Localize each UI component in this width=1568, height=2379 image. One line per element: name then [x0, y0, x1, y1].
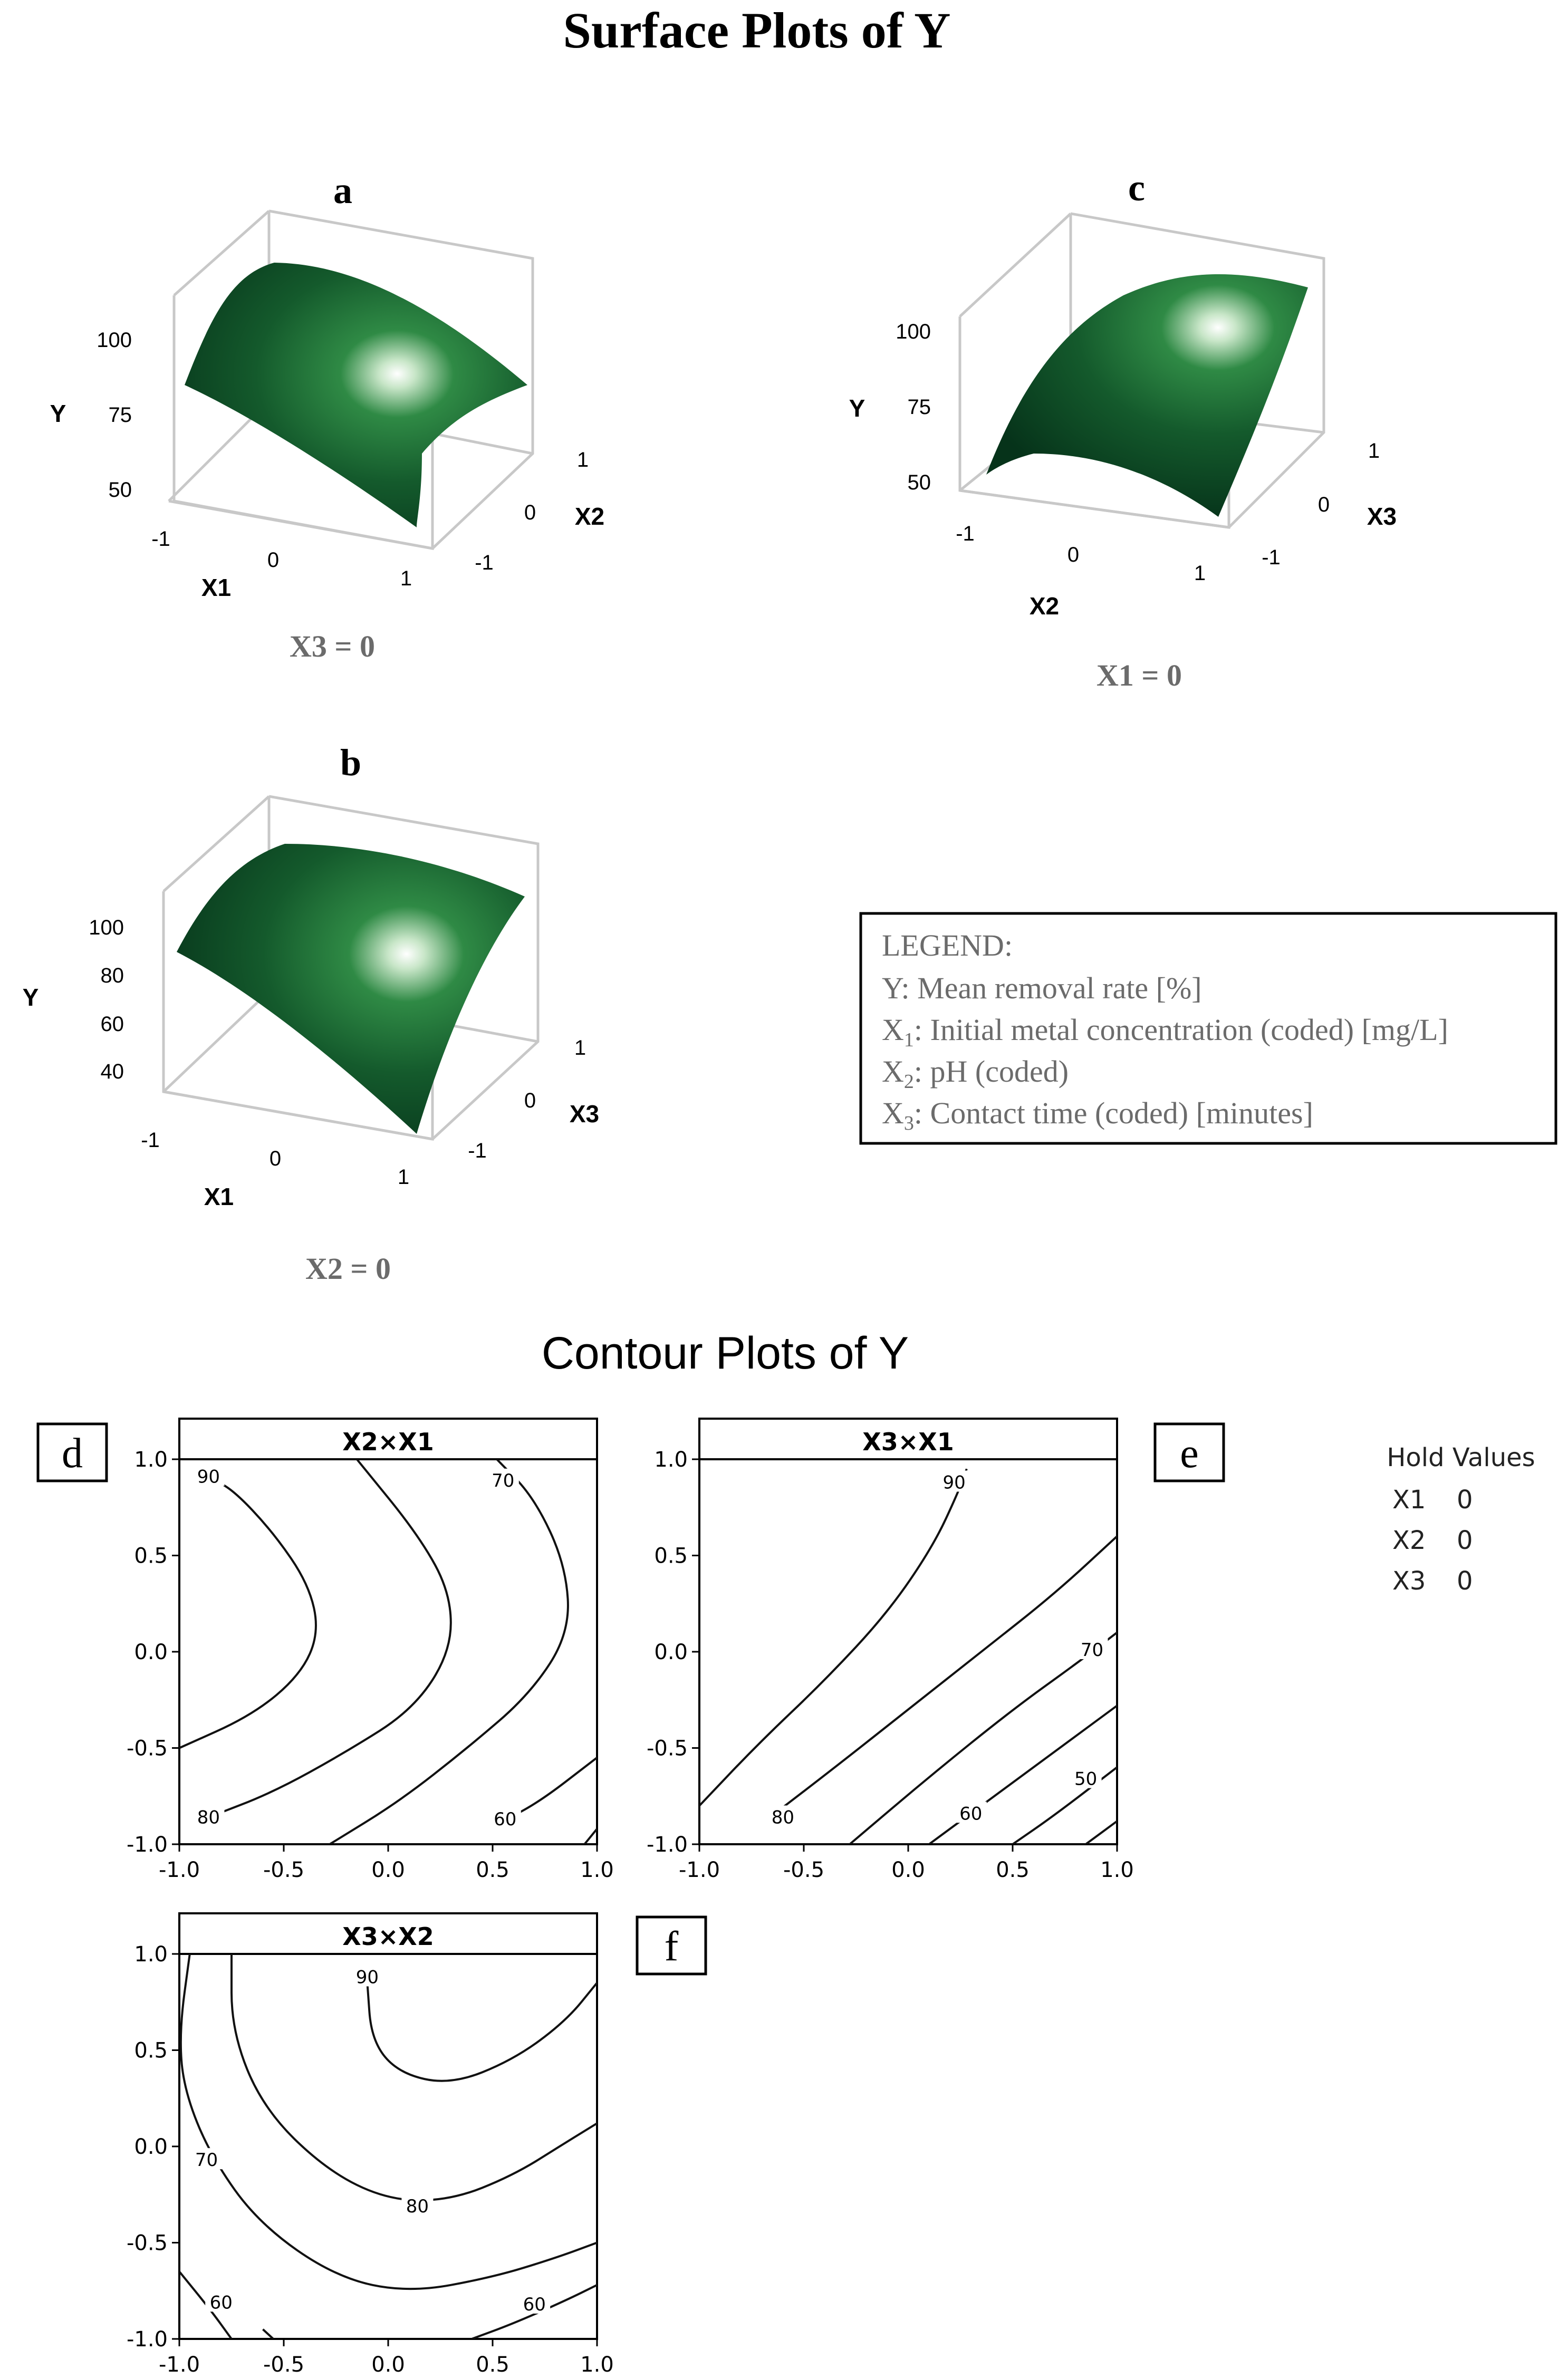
x-tick-label-d: -0.5	[263, 1858, 305, 1882]
contour-frame-e	[699, 1419, 1117, 1844]
y-tick-label-f: 0.0	[134, 2135, 168, 2159]
x-tick-b-0: 0	[269, 1147, 282, 1170]
depth-label-b: X3	[569, 1100, 600, 1128]
legend-x3-text: : Contact time (coded) [minutes]	[913, 1096, 1313, 1130]
x-tick-label-e: 0.0	[891, 1858, 925, 1882]
x-tick-label-e: 1.0	[1100, 1858, 1134, 1882]
legend-x1	[882, 1013, 1448, 1051]
z-tick-b-80: 80	[100, 964, 124, 987]
contour-label-e-2: 70	[1080, 1640, 1104, 1661]
depth-tick-b-0: 0	[524, 1089, 536, 1112]
panel-letter-f: f	[664, 1923, 679, 1970]
legend-x3-subscript: 3	[903, 1112, 914, 1134]
depth-tick-c-m1: -1	[1262, 546, 1281, 569]
x-tick-label-d: 1.0	[580, 1858, 614, 1882]
contour-label-f-1: 80	[406, 2195, 429, 2217]
contour-label-d-2: 70	[492, 1470, 515, 1491]
x-tick-label-f: 0.5	[476, 2353, 509, 2377]
legend-x2-subscript: 2	[903, 1071, 914, 1093]
x-tick-c-0: 0	[1067, 543, 1080, 566]
x-tick-a-m1: -1	[151, 527, 170, 551]
z-tick-b-40: 40	[100, 1060, 124, 1083]
z-tick-a-100: 100	[97, 329, 132, 352]
depth-tick-a-1: 1	[576, 448, 589, 471]
depth-label-a: X2	[574, 503, 605, 530]
z-tick-b-100: 100	[89, 916, 124, 939]
y-tick-label-e: 1.0	[654, 1448, 688, 1472]
depth-tick-b-m1: -1	[468, 1139, 487, 1162]
contour-panel-d	[127, 1419, 614, 1882]
y-tick-label-d: 0.0	[134, 1640, 168, 1664]
x-tick-label-d: 0.0	[371, 1858, 405, 1882]
surface-panel-c	[849, 167, 1397, 692]
legend-x2-text: : pH (coded)	[913, 1054, 1069, 1089]
hold-row-x1-value: 0	[1457, 1485, 1473, 1515]
y-tick-label-e: 0.0	[654, 1640, 688, 1664]
y-tick-label-e: 0.5	[654, 1544, 688, 1568]
depth-tick-a-m1: -1	[475, 551, 494, 574]
legend-x1-subscript: 1	[903, 1029, 914, 1051]
hold-row-x2-value: 0	[1457, 1526, 1473, 1555]
surface-mesh-a	[185, 263, 527, 527]
x-tick-b-1: 1	[397, 1166, 410, 1189]
depth-tick-c-0: 0	[1317, 493, 1330, 516]
z-tick-b-60: 60	[100, 1013, 124, 1036]
depth-label-c: X3	[1367, 503, 1397, 530]
y-tick-label-f: 1.0	[134, 1942, 168, 1967]
hold-row-x3-name: X3	[1392, 1566, 1426, 1596]
letter-box-e	[1155, 1424, 1224, 1481]
contour-header-e: X3×X1	[862, 1428, 954, 1456]
x-tick-b-m1: -1	[141, 1129, 160, 1152]
y-tick-label-e: -0.5	[646, 1736, 688, 1761]
x-tick-label-f: -1.0	[158, 2353, 200, 2377]
depth-tick-c-1: 1	[1368, 439, 1380, 463]
contour-frame-d	[179, 1419, 597, 1844]
contour-panel-e	[647, 1419, 1134, 1882]
y-tick-label-d: -1.0	[126, 1833, 168, 1857]
x-tick-label-d: -1.0	[158, 1858, 200, 1882]
letter-box-f	[637, 1917, 706, 1974]
legend-heading: LEGEND:	[882, 928, 1013, 962]
x-tick-label-f: 1.0	[580, 2353, 614, 2377]
hold-values-title: Hold Values	[1387, 1443, 1535, 1472]
y-tick-label-f: -1.0	[126, 2327, 168, 2352]
contour-header-d: X2×X1	[342, 1428, 434, 1456]
x-label-b: X1	[204, 1183, 234, 1210]
y-tick-label-f: -0.5	[126, 2231, 168, 2256]
surface-mesh-b	[177, 844, 525, 1134]
panel-letter-d: d	[62, 1430, 83, 1477]
legend-box	[861, 913, 1556, 1143]
contour-label-d-3: 60	[494, 1809, 517, 1831]
legend-x3-symbol: X	[882, 1096, 904, 1130]
legend-x3	[882, 1096, 1313, 1134]
contour-label-f-2: 70	[195, 2150, 218, 2171]
hold-label-a: X3 = 0	[290, 629, 375, 663]
contour-label-e-3: 60	[959, 1803, 983, 1825]
x-tick-c-m1: -1	[956, 522, 975, 545]
z-tick-c-100: 100	[896, 320, 931, 343]
contour-label-e-4: 50	[1074, 1768, 1098, 1790]
panel-letter-c: c	[1128, 167, 1145, 209]
x-tick-label-d: 0.5	[476, 1858, 509, 1882]
z-tick-c-75: 75	[907, 396, 931, 419]
panel-letter-e: e	[1180, 1430, 1199, 1477]
legend-y: Y: Mean removal rate [%]	[882, 971, 1202, 1005]
x-tick-label-f: 0.0	[371, 2353, 405, 2377]
contour-label-d-0: 90	[197, 1466, 220, 1488]
y-tick-label-e: -1.0	[646, 1833, 688, 1857]
hold-label-c: X1 = 0	[1096, 658, 1182, 692]
x-tick-c-1: 1	[1194, 562, 1206, 585]
contour-label-e-1: 80	[771, 1807, 795, 1828]
contour-frame-f	[179, 1913, 597, 2339]
hold-row-x1-name: X1	[1392, 1485, 1426, 1515]
x-tick-label-e: -0.5	[783, 1858, 825, 1882]
letter-box-d	[38, 1424, 107, 1481]
legend-x1-text: : Initial metal concentration (coded) [mg/L]	[913, 1013, 1448, 1047]
hold-values	[1387, 1443, 1535, 1596]
z-tick-a-75: 75	[108, 403, 132, 427]
z-tick-a-50: 50	[108, 478, 132, 502]
x-tick-label-e: 0.5	[996, 1858, 1030, 1882]
y-label-a: Y	[50, 400, 66, 427]
surface-plots-title: Surface Plots of Y	[563, 2, 951, 59]
hold-row-x2-name: X2	[1392, 1526, 1426, 1555]
y-tick-label-f: 0.5	[134, 2038, 168, 2063]
depth-tick-a-0: 0	[524, 501, 536, 524]
hold-label-b: X2 = 0	[305, 1251, 391, 1286]
x-tick-label-e: -1.0	[678, 1858, 720, 1882]
hold-row-x3-value: 0	[1457, 1566, 1473, 1596]
contour-plots-title: Contour Plots of Y	[541, 1328, 909, 1379]
contour-label-e-0: 90	[942, 1472, 966, 1494]
y-label-b: Y	[22, 984, 39, 1011]
surface-mesh-c	[986, 274, 1308, 517]
z-tick-c-50: 50	[907, 471, 931, 494]
legend-x1-symbol: X	[882, 1013, 904, 1047]
legend-x2-symbol: X	[882, 1054, 904, 1089]
x-tick-a-0: 0	[267, 548, 280, 572]
contour-label-d-1: 80	[197, 1807, 220, 1828]
y-tick-label-d: 0.5	[134, 1544, 168, 1568]
depth-tick-b-1: 1	[574, 1036, 586, 1060]
contour-panel-f	[127, 1913, 614, 2377]
contour-header-f: X3×X2	[342, 1922, 434, 1951]
x-tick-label-f: -0.5	[263, 2353, 305, 2377]
contour-label-f-3: 60	[209, 2292, 233, 2314]
surface-panel-a	[50, 169, 604, 663]
panel-letter-a: a	[333, 169, 352, 211]
x-tick-a-1: 1	[400, 567, 412, 590]
y-tick-label-d: -0.5	[126, 1736, 168, 1761]
panel-letter-b: b	[340, 741, 362, 784]
contour-label-f-4: 60	[523, 2294, 546, 2315]
y-tick-label-d: 1.0	[134, 1448, 168, 1472]
contour-label-f-0: 90	[355, 1967, 379, 1988]
surface-panel-b	[23, 741, 599, 1286]
x-label-c: X2	[1029, 592, 1060, 620]
y-label-c: Y	[849, 394, 865, 422]
x-label-a: X1	[201, 574, 232, 601]
